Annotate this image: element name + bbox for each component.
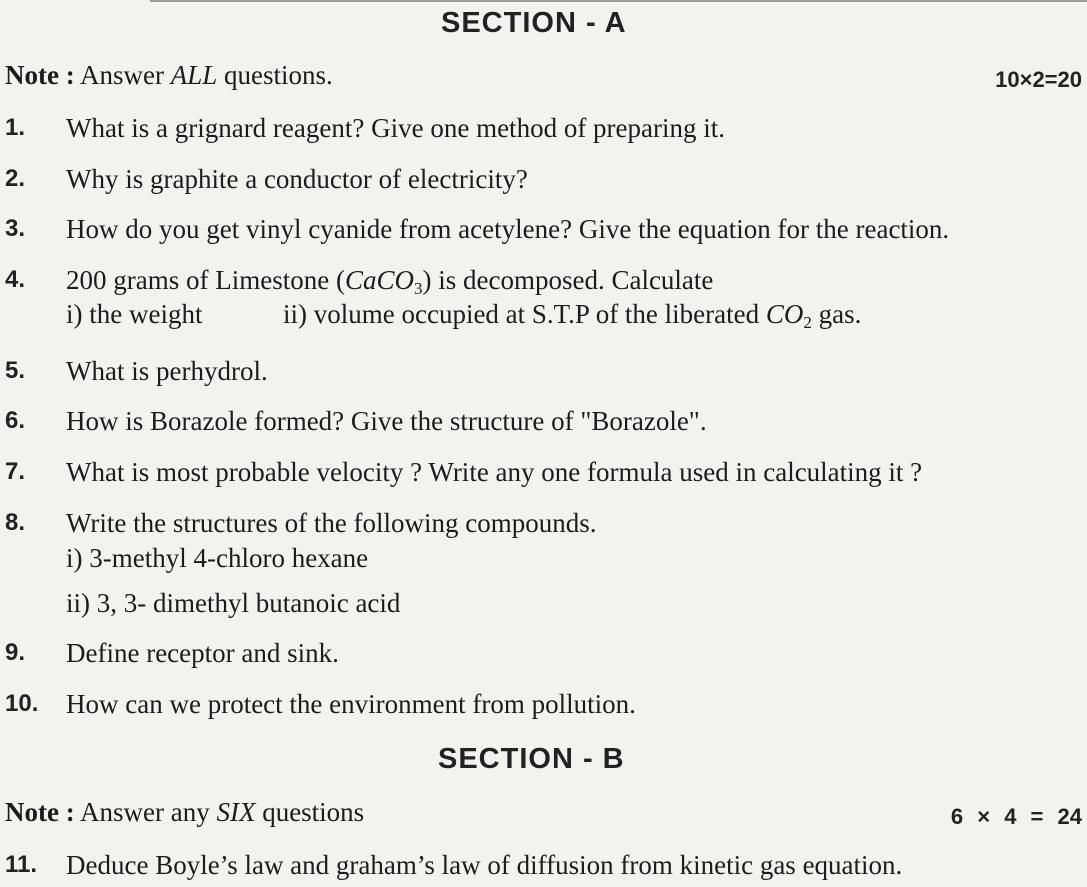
question-text: Define receptor and sink.: [66, 638, 339, 668]
question-number: 4.: [5, 266, 26, 293]
question-text: 200 grams of Limestone (CaCO$_3$) is decomposed. Calculate: [66, 265, 714, 298]
question-number: 7.: [5, 458, 26, 485]
note-text-post: questions.: [224, 60, 333, 90]
formula-caco3: CaCO$_3$: [344, 265, 423, 298]
question-number: 2.: [5, 165, 26, 192]
section-a-title: SECTION - A: [441, 7, 627, 39]
top-border-line: [150, 0, 1087, 2]
note-text-pre: Answer any: [79, 797, 210, 827]
question-text: What is a grignard reagent? Give one method of preparing it.: [66, 113, 726, 143]
note-text-pre: Answer: [79, 60, 164, 90]
note-text-post: questions: [262, 797, 365, 827]
question-text: How is Borazole formed? Give the structure of "Borazole".: [66, 406, 707, 436]
question-number: 8.: [5, 509, 26, 536]
question-number: 6.: [5, 407, 26, 434]
question-text: What is most probable velocity ? Write any one formula used in calculating it ?: [66, 457, 923, 487]
section-b-title: SECTION - B: [438, 743, 625, 775]
note-emphasis: ALL: [170, 60, 218, 90]
question-4-part-ii: ii) volume occupied at S.T.P of the liberated $CO_2$ gas.: [283, 299, 862, 332]
note-emphasis: SIX: [216, 797, 256, 827]
question-text: What is perhydrol.: [66, 356, 268, 386]
question-number: 11.: [5, 851, 38, 878]
note-label: Note :: [5, 60, 75, 90]
question-number: 5.: [5, 357, 26, 384]
section-a-marks: 10×2=20: [995, 67, 1082, 92]
question-text: Why is graphite a conductor of electricity?: [66, 164, 528, 194]
section-a-note: [5, 60, 333, 91]
question-8-part-i: i) 3-methyl 4-chloro hexane: [66, 543, 369, 573]
question-number: 10.: [5, 690, 39, 717]
question-4-part-i: i) the weight: [66, 299, 203, 329]
question-text: Deduce Boyle’s law and graham’s law of diffusion from kinetic gas equation.: [66, 850, 903, 880]
question-text: How can we protect the environment from pollution.: [66, 689, 636, 719]
section-b-note: [5, 797, 364, 828]
question-number: 1.: [5, 114, 26, 141]
question-text: How do you get vinyl cyanide from acetylene? Give the equation for the reaction.: [66, 214, 950, 244]
question-8-part-ii: ii) 3, 3- dimethyl butanoic acid: [66, 588, 401, 618]
question-text: Write the structures of the following compounds.: [66, 508, 597, 538]
question-number: 9.: [5, 639, 26, 666]
section-b-marks: 6 × 4 = 24: [950, 804, 1082, 829]
note-label: Note :: [5, 797, 75, 827]
formula-co2: $CO_2$: [765, 299, 812, 332]
question-number: 3.: [5, 215, 26, 242]
